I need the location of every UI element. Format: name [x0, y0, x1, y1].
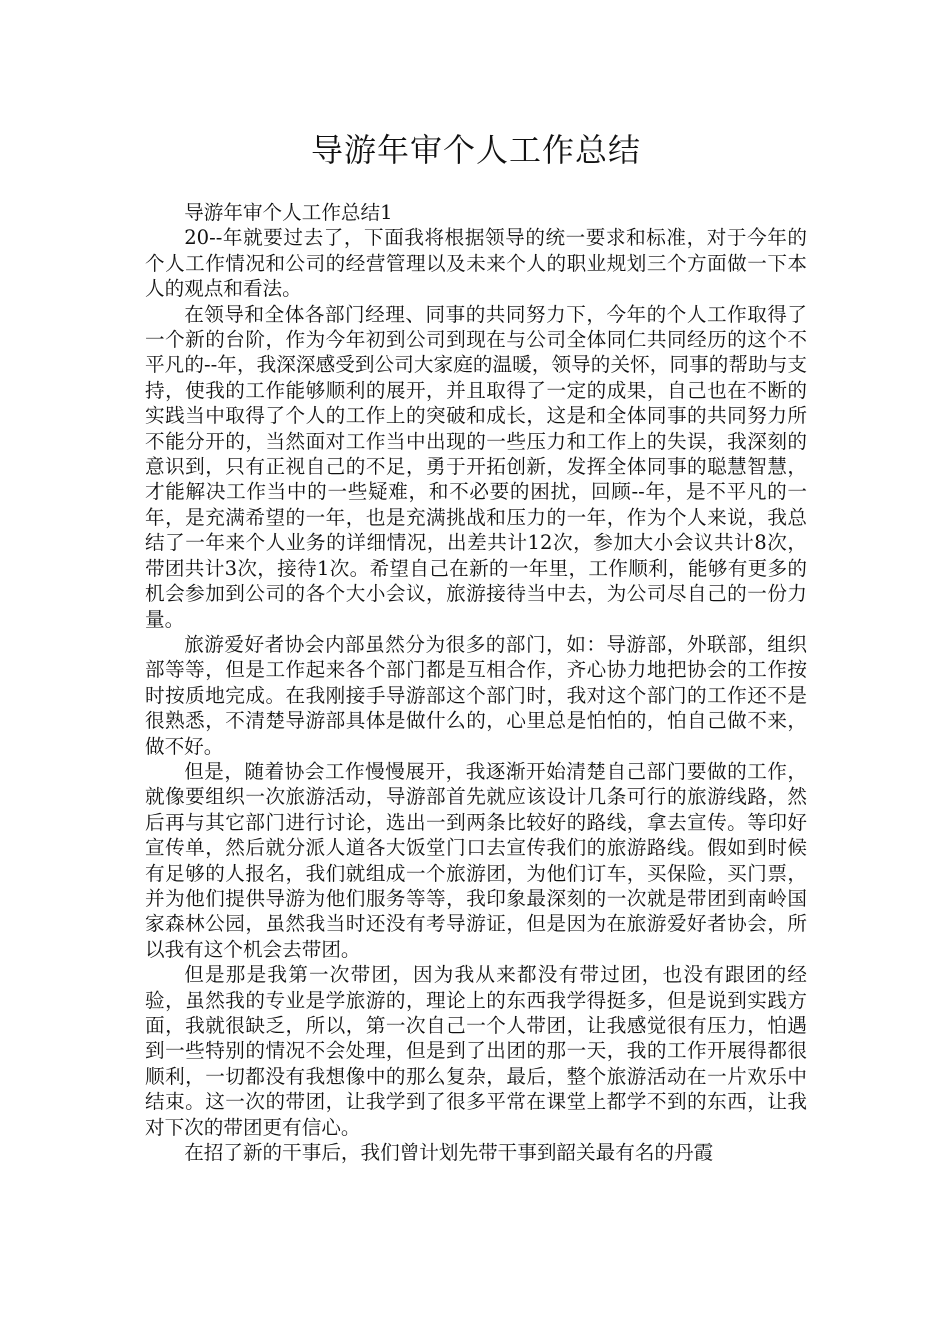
paragraph: 旅游爱好者协会内部虽然分为很多的部门，如：导游部，外联部，组织部等等，但是工作起来各个部门都是互相合作，齐心协力地把协会的工作按时按质地完成。在我刚接手导游部这个部门时，我对这个部门的工作还不是很熟悉，不清楚导游部具体是做什么的，心里总是怕怕的，怕自己做不来，做不好。 — [145, 632, 807, 758]
document-title: 导游年审个人工作总结 — [310, 131, 641, 169]
document-body — [145, 200, 807, 1165]
paragraph: 20--年就要过去了，下面我将根据领导的统一要求和标准，对于今年的个人工作情况和公司的经营管理以及未来个人的职业规划三个方面做一下本人的观点和看法。 — [145, 226, 807, 301]
paragraph: 在招了新的干事后，我们曾计划先带干事到韶关最有名的丹霞 — [184, 1141, 714, 1165]
section-heading: 导游年审个人工作总结1 — [184, 201, 393, 224]
paragraph: 在领导和全体各部门经理、同事的共同努力下，今年的个人工作取得了一个新的台阶，作为今年初到公司到现在与公司全体同仁共同经历的这个不平凡的--年，我深深感受到公司大家庭的温暖，领导的关怀，同事的帮助与支持，使我的工作能够顺利的展开，并且取得了一定的成果，自己也在不断的实践当中取得了个人的工作上的突破和成长，这是和全体同事的共同努力所不能分开的，当然面对工作当中出现的一些压力和工作上的失误，我深刻的意识到，只有正视自己的不足，勇于开拓创新，发挥全体同事的聪慧智慧，才能解决工作当中的一些疑难，和不必要的困扰，回顾--年，是不平凡的一年，是充满希望的一年，也是充满挑战和压力的一年，作为个人来说，我总结了一年来个人业务的详细情况，出差共计12次，参加大小会议共计8次，带团共计3次，接待1次。希望自己在新的一年里，工作顺利，能够有更多的机会参加到公司的各个大小会议，旅游接待当中去，为公司尽自己的一份力量。 — [145, 302, 807, 631]
paragraph: 但是那是我第一次带团，因为我从来都没有带过团，也没有跟团的经验，虽然我的专业是学旅游的，理论上的东西我学得挺多，但是说到实践方面，我就很缺乏，所以，第一次自己一个人带团，让我感觉很有压力，怕遇到一些特别的情况不会处理，但是到了出团的那一天，我的工作开展得都很顺利，一切都没有我想像中的那么复杂，最后，整个旅游活动在一片欢乐中结束。这一次的带团，让我学到了很多平常在课堂上都学不到的东西，让我对下次的带团更有信心。 — [145, 963, 807, 1139]
paragraph: 但是，随着协会工作慢慢展开，我逐渐开始清楚自己部门要做的工作，就像要组织一次旅游活动，导游部首先就应该设计几条可行的旅游线路，然后再与其它部门进行讨论，选出一到两条比较好的路线，拿去宣传。等印好宣传单，然后就分派人道各大饭堂门口去宣传我们的旅游路线。假如到时候有足够的人报名，我们就组成一个旅游团，为他们订车，买保险，买门票，并为他们提供导游为他们服务等等，我印象最深刻的一次就是带团到南岭国家森林公园，虽然我当时还没有考导游证，但是因为在旅游爱好者协会，所以我有这个机会去带团。 — [145, 759, 807, 961]
